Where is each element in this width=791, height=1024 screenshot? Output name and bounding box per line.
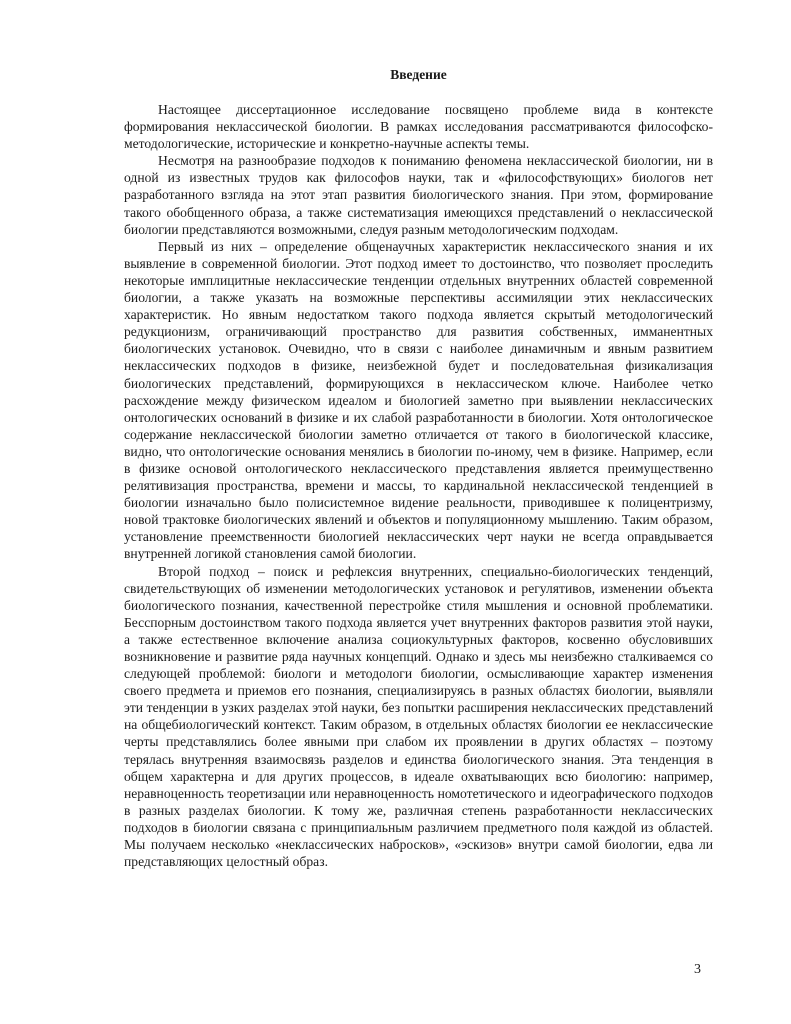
paragraph-1: Настоящее диссертационное исследование посвящено проблеме вида в контексте формирования неклассической биологии. В рамках исследования рассматриваются философско-методологические, исторические и конкретно-научные аспекты темы. bbox=[124, 102, 713, 152]
section-title: Введение bbox=[390, 67, 447, 82]
page-number: 3 bbox=[694, 962, 701, 977]
paragraph-2: Несмотря на разнообразие подходов к пониманию феномена неклассической биологии, ни в одной из известных трудов как философов науки, так и «философствующих» биологов нет разработанного взгляда на этот этап развития биологического знания. При этом, формирование такого обобщенного образа, а также систематизация имеющихся представлений о неклассической биологии представляются возможными, следуя разным методологическим подходам. bbox=[124, 153, 713, 237]
paragraph-3: Первый из них – определение общенаучных характеристик неклассического знания и их выявление в современной биологии. Этот подход имеет то достоинство, что позволяет проследить некоторые имплицитные неклассические тенденции отдельных внутренних областей современной биологии, а также указать на возможные перспективы ассимиляции этих неклассических характеристик. Но явным недостатком такого подхода является скрытый методологический редукционизм, ограничивающий пространство для развития собственных, имманентных биологических установок. Очевидно, что в связи с наиболее динамичным и явным развитием неклассических подходов в физике, неизбежной будет и последовательная физикализация биологических представлений, формирующихся в неклассическом ключе. Наиболее четко расхождение между физическом идеалом и биологией заметно при выявлении неклассических онтологических оснований в физике и их слабой разработанности в биологии. Хотя онтологическое содержание неклассической биологии заметно отличается от такого в биологической классике, видно, что онтологические основания менялись в биологии по-иному, чем в физике. Например, если в физике основой онтологического неклассического представления является преимущественно релятивизация пространства, времени и массы, то кардинальной неклассической тенденцией в биологии изначально было полисистемное видение реальности, приводившее к полицентризму, новой трактовке биологических явлений и объектов и популяционному мышлению. Таким образом, установление преемственности биологией неклассических черт науки не всегда оправдывается внутренней логикой становления самой биологии. bbox=[124, 238, 713, 562]
document-page bbox=[124, 66, 713, 870]
paragraph-4: Второй подход – поиск и рефлексия внутренних, специально-биологических тенденций, свидетельствующих об изменении методологических установок и регулятивов, изменении объекта биологического познания, качественной перестройке стиля мышления и основной проблематики. Бесспорным достоинством такого подхода является учет внутренних факторов развития этой науки, а также естественное включение анализа социокультурных факторов, косвенно обусловивших возникновение и развитие ряда научных концепций. Однако и здесь мы неизбежно сталкиваемся со следующей проблемой: биологи и методологи биологии, осмысливающие характер изменения своего предмета и приемов его познания, специализируясь в разных областях биологии, выявляли эти тенденции в узких разделах этой науки, без попытки расширения неклассических представлений на общебиологический контекст. Таким образом, в отдельных областях биологии ее неклассические черты представлялись более явными при слабом их проявлении в других областях – поэтому терялась внутренняя взаимосвязь разделов и единства биологического знания. Эта тенденция в общем характерна и для других процессов, в идеале охватывающих всю биологию: например, неравноценность теоретизации или неравноценность номотетического и идеографического подходов в разных разделах биологии. К тому же, различная степень разработанности неклассических подходов в биологии связана с принципиальным различием предметного поля каждой из областей. Мы получаем несколько «неклассических набросков», «эскизов» внутри самой биологии, едва ли представляющих целостный образ. bbox=[124, 563, 713, 870]
document-body bbox=[124, 101, 713, 870]
